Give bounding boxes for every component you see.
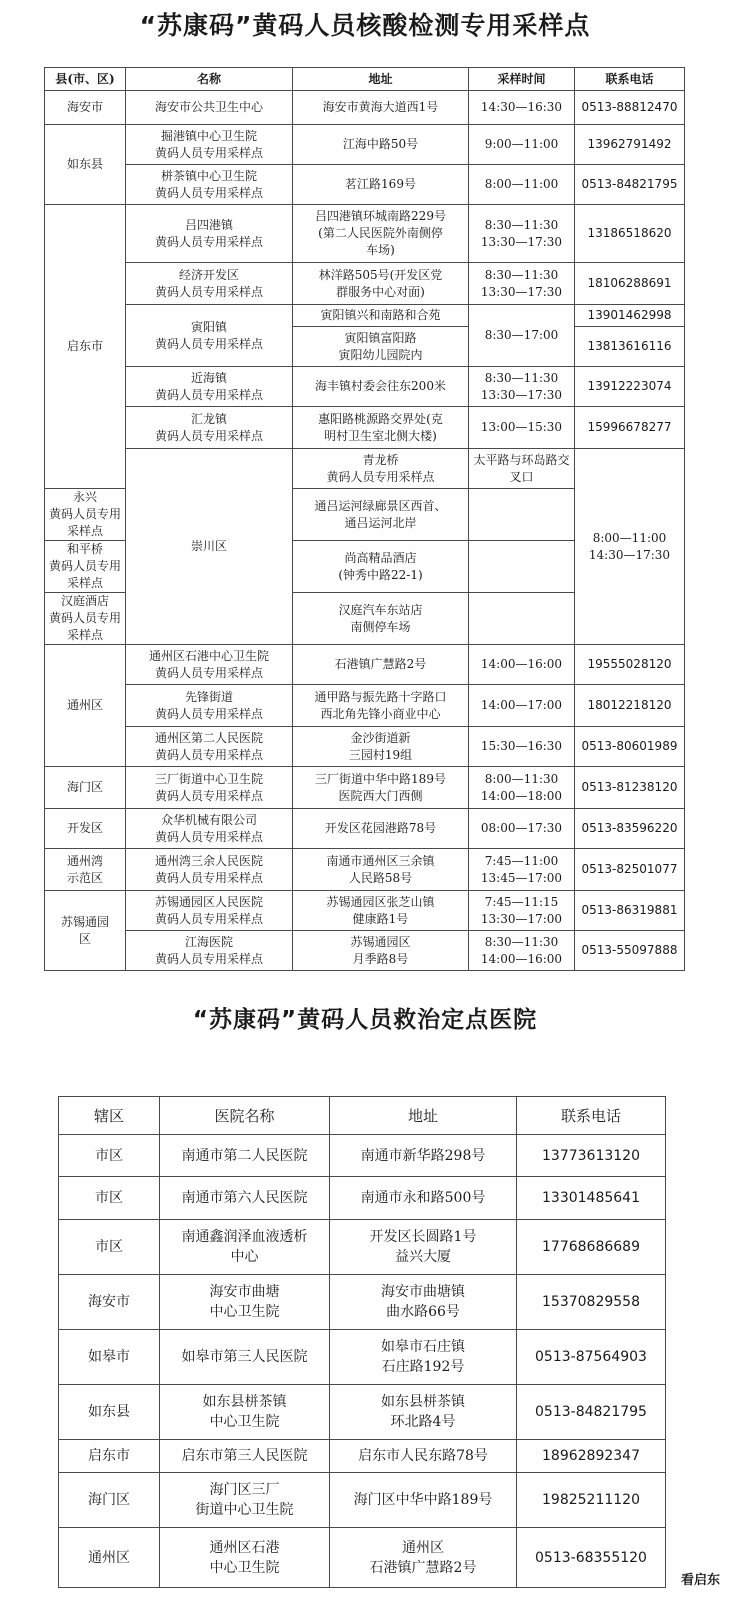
address-cell: 吕四港镇环城南路229号 (第二人民医院外南侧停 车场) — [293, 205, 469, 263]
name-cell: 海安市公共卫生中心 — [126, 91, 293, 125]
phone-cell: 18012218120 — [575, 685, 685, 727]
table-row — [59, 1275, 666, 1330]
time-cell: 08:00—17:30 — [469, 809, 575, 849]
table-row — [45, 367, 685, 407]
address-cell: 通吕运河绿廊景区西首、 通吕运河北岸 — [293, 489, 469, 541]
phone-cell: 0513-82501077 — [575, 849, 685, 891]
col-hospital: 医院名称 — [160, 1097, 330, 1135]
address-cell: 石港镇广慧路2号 — [293, 645, 469, 685]
phone-cell: 17768686689 — [517, 1220, 666, 1275]
address-cell: 如东县栟茶镇 环北路4号 — [330, 1385, 517, 1440]
name-cell: 众华机械有限公司 黄码人员专用采样点 — [126, 809, 293, 849]
district-cell: 海门区 — [59, 1473, 160, 1528]
sampling-points-table — [44, 67, 685, 971]
col-address: 地址 — [330, 1097, 517, 1135]
name-cell: 和平桥 黄码人员专用采样点 — [45, 541, 126, 593]
phone-cell: 13301485641 — [517, 1177, 666, 1220]
address-cell: 寅阳镇富阳路 寅阳幼儿园院内 — [293, 327, 469, 367]
hospital-cell: 启东市第三人民医院 — [160, 1440, 330, 1473]
time-cell: 9:00—11:00 — [469, 125, 575, 165]
hospital-cell: 南通市第六人民医院 — [160, 1177, 330, 1220]
hospital-cell: 海安市曲塘 中心卫生院 — [160, 1275, 330, 1330]
col-name: 名称 — [126, 68, 293, 91]
col-address: 地址 — [293, 68, 469, 91]
phone-cell: 0513-55097888 — [575, 931, 685, 971]
district-cell: 通州区 — [59, 1528, 160, 1588]
hospital-cell: 南通鑫润泽血液透析 中心 — [160, 1220, 330, 1275]
table-row — [59, 1330, 666, 1385]
table-row — [45, 263, 685, 305]
name-cell: 通州湾三余人民医院 黄码人员专用采样点 — [126, 849, 293, 891]
col-county: 县(市、区) — [45, 68, 126, 91]
name-cell: 通州区石港中心卫生院 黄码人员专用采样点 — [126, 645, 293, 685]
phone-cell: 13813616116 — [575, 327, 685, 367]
table-row — [59, 1528, 666, 1588]
district-cell: 启东市 — [59, 1440, 160, 1473]
address-cell: 苏锡通园区 月季路8号 — [293, 931, 469, 971]
address-cell: 江海中路50号 — [293, 125, 469, 165]
address-cell: 寅阳镇兴和南路和合苑 — [293, 305, 469, 327]
name-cell: 寅阳镇 黄码人员专用采样点 — [126, 305, 293, 367]
table-row — [45, 205, 685, 263]
phone-cell — [469, 593, 575, 645]
address-cell: 太平路与环岛路交叉口 — [469, 449, 575, 489]
name-cell: 苏锡通园区人民医院 黄码人员专用采样点 — [126, 891, 293, 931]
name-cell: 栟茶镇中心卫生院 黄码人员专用采样点 — [126, 165, 293, 205]
name-cell: 先锋街道 黄码人员专用采样点 — [126, 685, 293, 727]
name-cell: 江海医院 黄码人员专用采样点 — [126, 931, 293, 971]
county-cell: 苏锡通园 区 — [45, 891, 126, 971]
address-cell: 尚高精品酒店 (钟秀中路22-1) — [293, 541, 469, 593]
col-phone: 联系电话 — [517, 1097, 666, 1135]
table-row — [59, 1177, 666, 1220]
table-row — [45, 931, 685, 971]
time-cell: 8:30—11:30 13:30—17:30 — [469, 263, 575, 305]
watermark: 看启东 — [680, 1573, 720, 1588]
address-cell: 海丰镇村委会往东200米 — [293, 367, 469, 407]
address-cell: 三厂街道中华中路189号 医院西大门西侧 — [293, 767, 469, 809]
phone-cell: 19555028120 — [575, 645, 685, 685]
county-cell: 启东市 — [45, 205, 126, 489]
phone-cell: 0513-81238120 — [575, 767, 685, 809]
table-row — [59, 1473, 666, 1528]
table-row — [59, 1385, 666, 1440]
table-row — [59, 1220, 666, 1275]
name-cell: 汇龙镇 黄码人员专用采样点 — [126, 407, 293, 449]
address-cell: 海门区中华中路189号 — [330, 1473, 517, 1528]
table-row — [45, 685, 685, 727]
phone-cell: 18106288691 — [575, 263, 685, 305]
time-cell: 8:00—11:30 14:00—18:00 — [469, 767, 575, 809]
table-row — [45, 165, 685, 205]
address-cell: 通州区 石港镇广慧路2号 — [330, 1528, 517, 1588]
sampling-points-title: “苏康码”黄码人员核酸检测专用采样点 — [139, 11, 591, 40]
address-cell: 南通市新华路298号 — [330, 1135, 517, 1177]
hospital-cell: 如东县栟茶镇 中心卫生院 — [160, 1385, 330, 1440]
phone-cell: 0513-83596220 — [575, 809, 685, 849]
address-cell: 开发区长圆路1号 益兴大厦 — [330, 1220, 517, 1275]
phone-cell — [469, 489, 575, 541]
name-cell: 汉庭酒店 黄码人员专用采样点 — [45, 593, 126, 645]
name-cell: 经济开发区 黄码人员专用采样点 — [126, 263, 293, 305]
phone-cell: 15996678277 — [575, 407, 685, 449]
county-cell: 通州湾 示范区 — [45, 849, 126, 891]
address-cell: 开发区花园港路78号 — [293, 809, 469, 849]
name-cell: 近海镇 黄码人员专用采样点 — [126, 367, 293, 407]
name-cell: 永兴 黄码人员专用采样点 — [45, 489, 126, 541]
table-row — [45, 809, 685, 849]
phone-cell: 0513-87564903 — [517, 1330, 666, 1385]
address-cell: 如皋市石庄镇 石庄路192号 — [330, 1330, 517, 1385]
phone-cell: 0513-84821795 — [517, 1385, 666, 1440]
phone-cell: 15370829558 — [517, 1275, 666, 1330]
phone-cell: 13962791492 — [575, 125, 685, 165]
county-cell: 如东县 — [45, 125, 126, 205]
phone-cell: 19825211120 — [517, 1473, 666, 1528]
district-cell: 市区 — [59, 1177, 160, 1220]
table-row — [45, 449, 685, 489]
table-row — [45, 767, 685, 809]
name-cell: 吕四港镇 黄码人员专用采样点 — [126, 205, 293, 263]
district-cell: 海安市 — [59, 1275, 160, 1330]
district-cell: 市区 — [59, 1135, 160, 1177]
time-cell: 15:30—16:30 — [469, 727, 575, 767]
time-cell: 14:30—16:30 — [469, 91, 575, 125]
county-cell: 通州区 — [45, 645, 126, 767]
address-cell: 南通市永和路500号 — [330, 1177, 517, 1220]
district-cell: 如皋市 — [59, 1330, 160, 1385]
table-row — [45, 91, 685, 125]
name-cell: 青龙桥 黄码人员专用采样点 — [293, 449, 469, 489]
phone-cell: 0513-84821795 — [575, 165, 685, 205]
hospital-cell: 南通市第二人民医院 — [160, 1135, 330, 1177]
phone-cell: 0513-80601989 — [575, 727, 685, 767]
phone-cell: 0513-88812470 — [575, 91, 685, 125]
table-row — [45, 727, 685, 767]
time-cell: 7:45—11:15 13:30—17:00 — [469, 891, 575, 931]
address-cell: 海安市黄海大道西1号 — [293, 91, 469, 125]
time-cell: 8:30—11:30 13:30—17:30 — [469, 205, 575, 263]
hospital-cell: 海门区三厂 街道中心卫生院 — [160, 1473, 330, 1528]
col-time: 采样时间 — [469, 68, 575, 91]
address-cell: 苏锡通园区张芝山镇 健康路1号 — [293, 891, 469, 931]
phone-cell — [469, 541, 575, 593]
county-cell: 海安市 — [45, 91, 126, 125]
table-header-row — [45, 68, 685, 91]
phone-cell: 13901462998 — [575, 305, 685, 327]
time-cell: 8:30—17:00 — [469, 305, 575, 367]
time-cell: 8:30—11:30 14:00—16:00 — [469, 931, 575, 971]
address-cell: 金沙街道新 三园村19组 — [293, 727, 469, 767]
time-cell: 14:00—17:00 — [469, 685, 575, 727]
address-cell: 汉庭汽车东站店 南侧停车场 — [293, 593, 469, 645]
time-cell: 8:30—11:30 13:30—17:30 — [469, 367, 575, 407]
col-phone: 联系电话 — [575, 68, 685, 91]
col-district: 辖区 — [59, 1097, 160, 1135]
address-cell: 林洋路505号(开发区党 群服务中心对面) — [293, 263, 469, 305]
name-cell: 通州区第二人民医院 黄码人员专用采样点 — [126, 727, 293, 767]
time-cell: 7:45—11:00 13:45—17:00 — [469, 849, 575, 891]
table-header-row — [59, 1097, 666, 1135]
phone-cell: 0513-68355120 — [517, 1528, 666, 1588]
table-row — [45, 849, 685, 891]
county-cell: 开发区 — [45, 809, 126, 849]
address-cell: 南通市通州区三余镇 人民路58号 — [293, 849, 469, 891]
district-cell: 如东县 — [59, 1385, 160, 1440]
designated-hospitals-table — [58, 1096, 666, 1588]
time-cell: 8:00—11:00 14:30—17:30 — [575, 449, 685, 645]
address-cell: 茗江路169号 — [293, 165, 469, 205]
phone-cell: 13773613120 — [517, 1135, 666, 1177]
county-cell: 海门区 — [45, 767, 126, 809]
address-cell: 海安市曲塘镇 曲水路66号 — [330, 1275, 517, 1330]
hospital-cell: 如皋市第三人民医院 — [160, 1330, 330, 1385]
table-row — [59, 1440, 666, 1473]
time-cell: 13:00—15:30 — [469, 407, 575, 449]
table-row — [45, 125, 685, 165]
address-cell: 启东市人民东路78号 — [330, 1440, 517, 1473]
address-cell: 通甲路与振先路十字路口 西北角先锋小商业中心 — [293, 685, 469, 727]
phone-cell: 18962892347 — [517, 1440, 666, 1473]
hospital-cell: 通州区石港 中心卫生院 — [160, 1528, 330, 1588]
name-cell: 三厂街道中心卫生院 黄码人员专用采样点 — [126, 767, 293, 809]
district-cell: 市区 — [59, 1220, 160, 1275]
phone-cell: 13186518620 — [575, 205, 685, 263]
county-cell: 崇川区 — [126, 449, 293, 645]
address-cell: 惠阳路桃源路交界处(克 明村卫生室北侧大楼) — [293, 407, 469, 449]
phone-cell: 0513-86319881 — [575, 891, 685, 931]
table-row — [59, 1135, 666, 1177]
table-row — [45, 407, 685, 449]
name-cell: 掘港镇中心卫生院 黄码人员专用采样点 — [126, 125, 293, 165]
table-row — [45, 305, 685, 327]
phone-cell: 13912223074 — [575, 367, 685, 407]
table-row — [45, 645, 685, 685]
table-row — [45, 891, 685, 931]
hospitals-title: “苏康码”黄码人员救治定点医院 — [192, 1007, 538, 1033]
time-cell: 14:00—16:00 — [469, 645, 575, 685]
time-cell: 8:00—11:00 — [469, 165, 575, 205]
